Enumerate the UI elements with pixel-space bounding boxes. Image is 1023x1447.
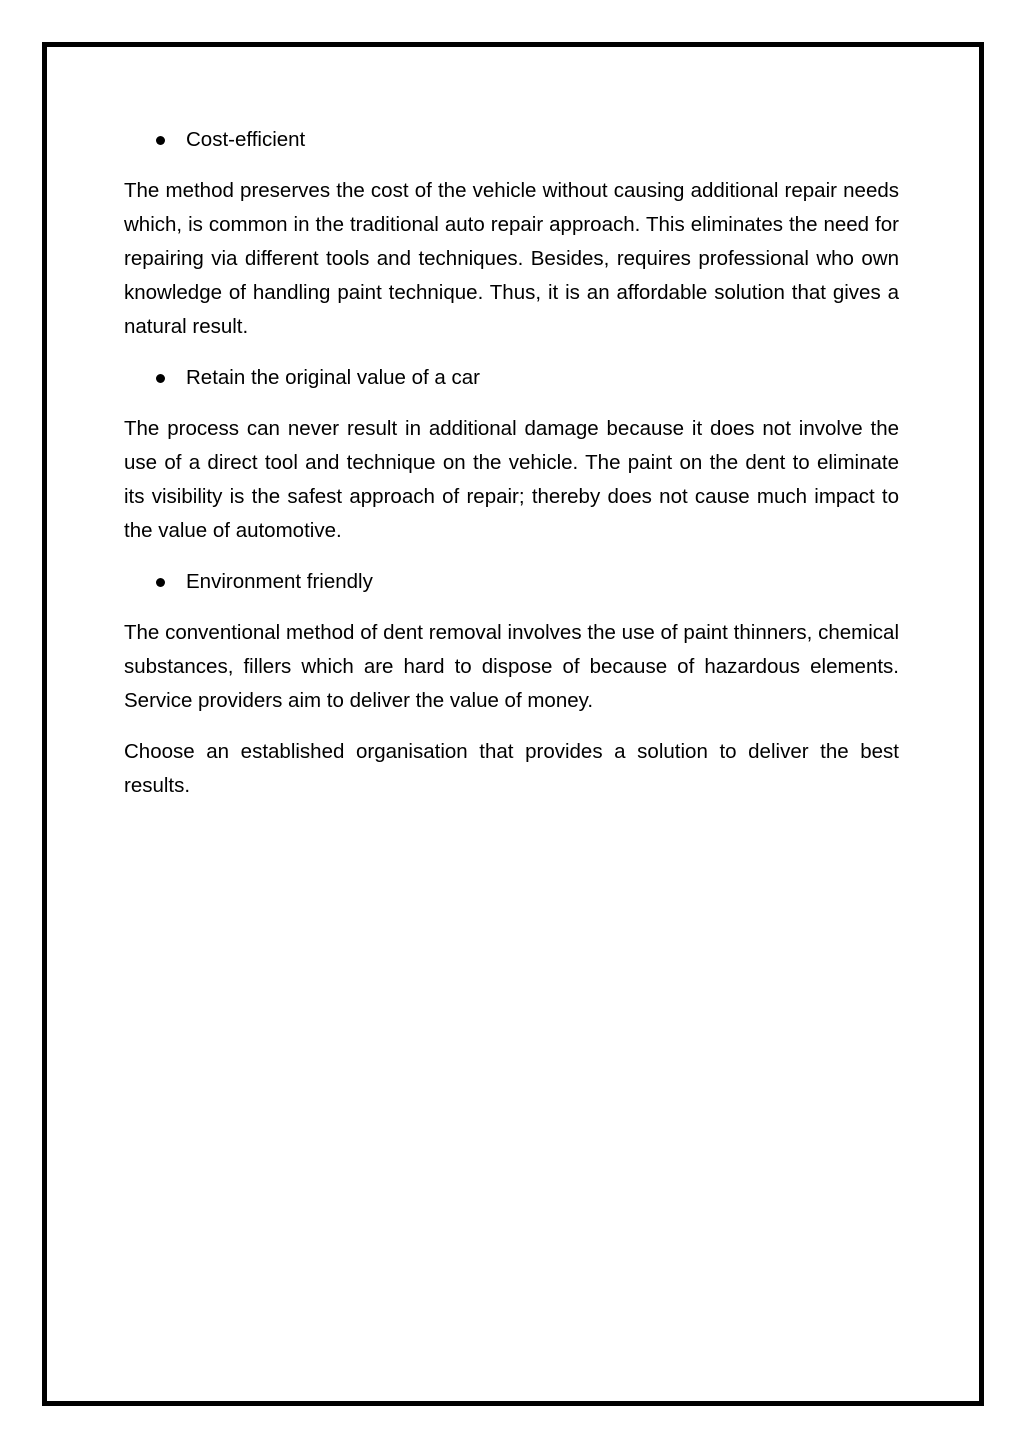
document-body xyxy=(124,123,899,820)
bullet-dot-icon xyxy=(156,578,165,587)
paragraph: The process can never result in additional damage because it does not involve the use of a direct tool and technique on the vehicle. The paint on the dent to eliminate its visibility is the safest approach of repair; thereby does not cause much impact to the value of automotive. xyxy=(124,417,899,542)
bullet-item xyxy=(124,361,899,395)
bullet-dot-icon xyxy=(156,136,165,145)
paragraph: The method preserves the cost of the vehicle without causing additional repair needs which, is common in the traditional auto repair approach. This eliminates the need for repairing via different tools and techniques. Besides, requires professional who own knowledge of handling paint technique. Thus, it is an affordable solution that gives a natural result. xyxy=(124,179,899,338)
closing-paragraph: Choose an established organisation that provides a solution to deliver the best results. xyxy=(124,740,899,797)
bullet-label: Retain the original value of a car xyxy=(186,366,481,389)
bullet-label: Cost-efficient xyxy=(186,128,306,151)
bullet-item xyxy=(124,123,899,157)
bullet-item xyxy=(124,565,899,599)
bullet-label: Environment friendly xyxy=(186,570,373,593)
bullet-dot-icon xyxy=(156,374,165,383)
paragraph: The conventional method of dent removal involves the use of paint thinners, chemical substances, fillers which are hard to dispose of because of hazardous elements. Service providers aim to deliver the value of money. xyxy=(124,621,899,712)
